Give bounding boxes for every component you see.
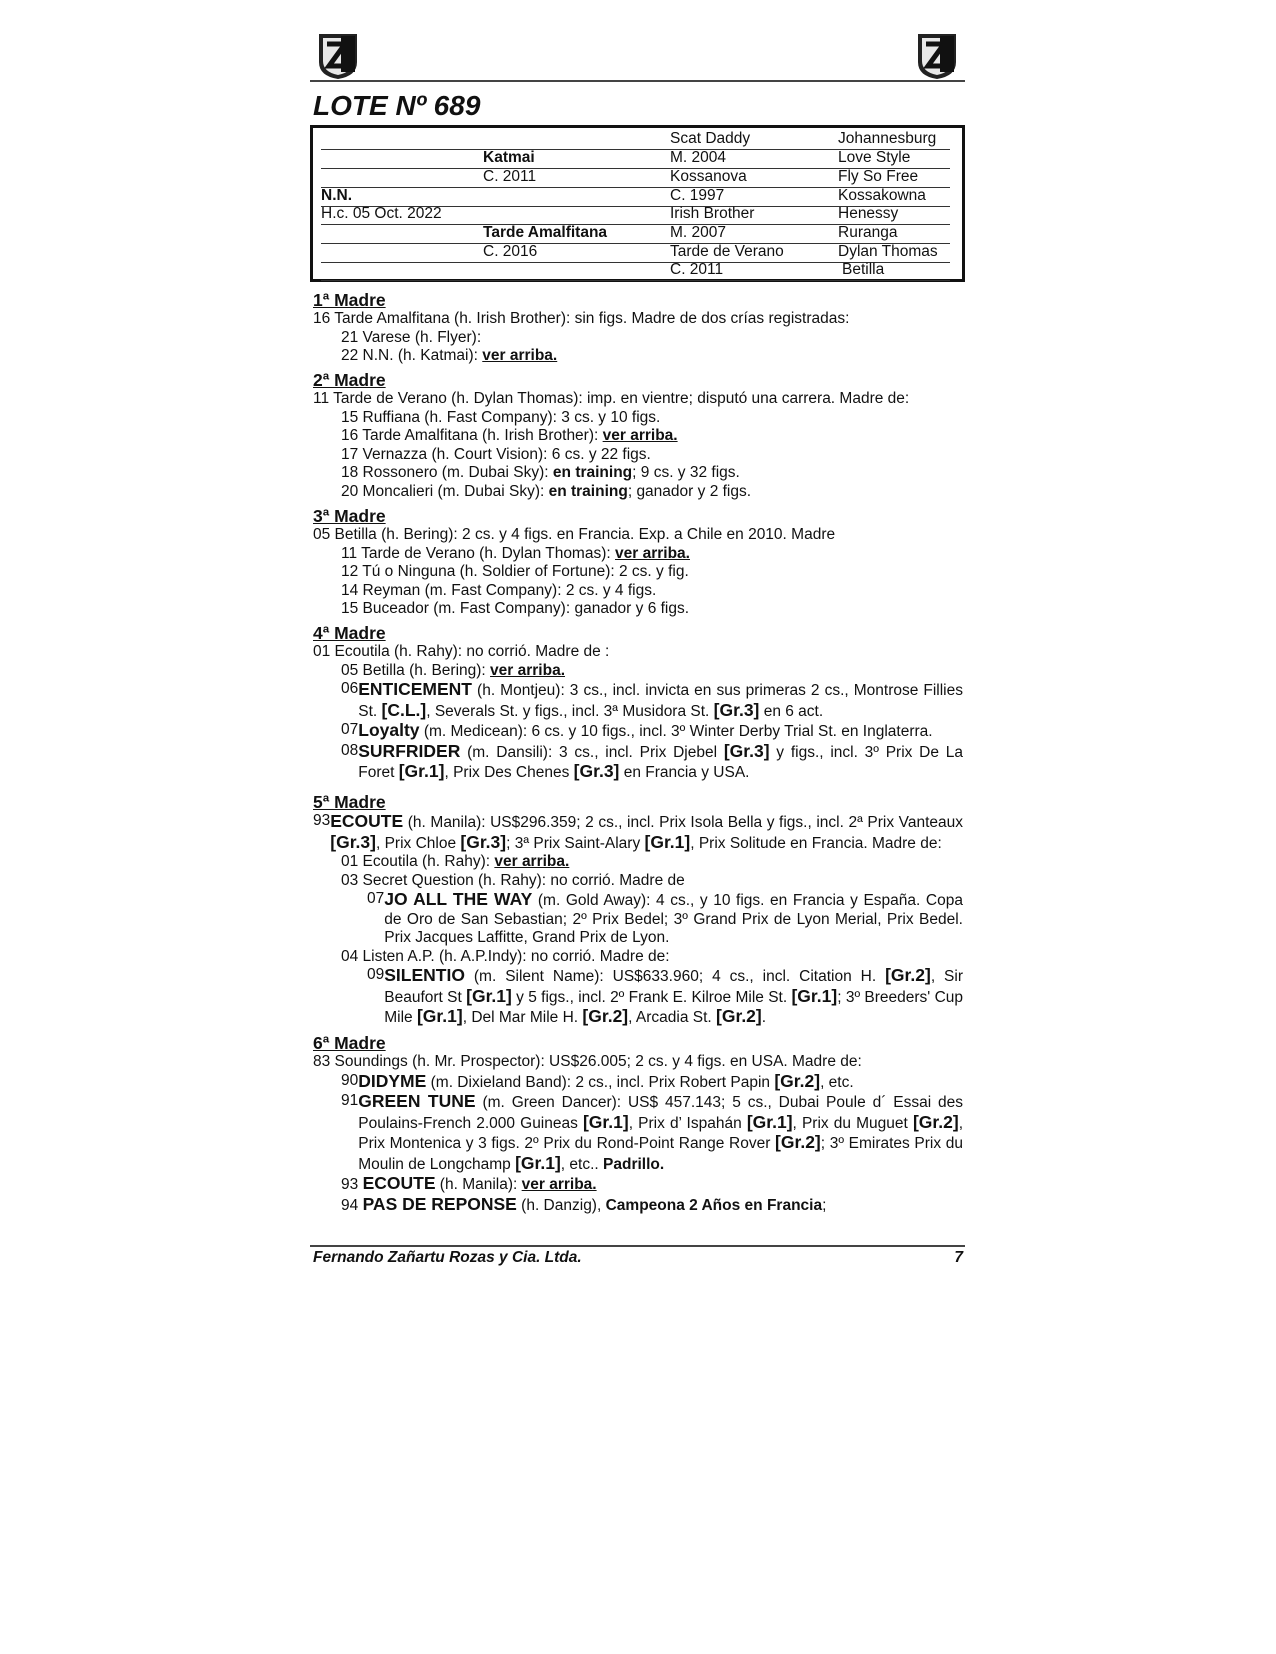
- offspring-entry: 91 GREEN TUNE (m. Green Dancer): US$ 457.143; 5 cs., Dubai Poule d´ Essai des Poulains-French 2.000 Guineas [Gr.1], Prix d’ Ispahán [Gr.1], Prix du Muguet [Gr.2], Prix Montenica y 3 figs. 2º Prix du Rond-Point Range Rover [Gr.2]; 3º Emirates Prix du Moulin de Longchamp [Gr.1], etc.. Padrillo.: [341, 1091, 964, 1173]
- pedigree-row: Katmai M. 2004 Love Style: [321, 149, 950, 169]
- footer: [313, 1249, 963, 1267]
- madre-4-section: 4ª Madre 01 Ecoutila (h. Rahy): no corrió. Madre de : 05 Betilla (h. Bering): ver arriba. 06 ENTICEMENT (h. Montjeu): 3 cs., incl. invicta en sus primeras 2 cs., Montrose Fillies St. [C.L.], Severals St. y figs., incl. 3ª Musidora St. [Gr.3] en 6 act. 07 Loyalty (m. Medicean): 6 cs. y 10 figs., incl. 3º Winter Derby Trial St. en Inglaterra. 08 SURFRIDER (m. Dansili): 3 cs., incl. Prix Djebel [Gr.3] y figs., incl. 3º Prix De La Foret [Gr.1], Prix Des Chenes [Gr.3] en Francia y USA.: [313, 623, 963, 781]
- ver-arriba-link[interactable]: ver arriba.: [494, 853, 570, 870]
- footer-company: Fernando Zañartu Rozas y Cia. Ltda.: [313, 1249, 582, 1266]
- madre-3-section: 3ª Madre 05 Betilla (h. Bering): 2 cs. y 4 figs. en Francia. Exp. a Chile en 2010. Madre 11 Tarde de Verano (h. Dylan Thomas): ver arriba. 12 Tú o Ninguna (h. Soldier of Fortune): 2 cs. y fig. 14 Reyman (m. Fast Company): 2 cs. y 4 figs. 15 Buceador (m. Fast Company): ganador y 6 figs.: [313, 506, 836, 617]
- section-title: 1ª Madre: [313, 290, 386, 310]
- zr-logo-icon: [315, 32, 361, 80]
- ver-arriba-link[interactable]: ver arriba.: [602, 427, 678, 444]
- zr-logo-icon: [914, 32, 960, 80]
- ver-arriba-link[interactable]: ver arriba.: [482, 347, 558, 364]
- header-divider: [310, 80, 965, 82]
- section-title: 2ª Madre: [313, 370, 386, 390]
- section-title: 4ª Madre: [313, 623, 386, 643]
- ver-arriba-link[interactable]: ver arriba.: [490, 661, 566, 679]
- section-title: 6ª Madre: [313, 1033, 386, 1053]
- section-title: 3ª Madre: [313, 506, 386, 526]
- offspring-entry: 93 ECOUTE (h. Manila): US$296.359; 2 cs., incl. Prix Isola Bella y figs., incl. 2ª Prix Vanteaux [Gr.3], Prix Chloe [Gr.3]; 3ª Prix Saint-Alary [Gr.1], Prix Solitude en Francia. Madre de:: [313, 811, 963, 852]
- pedigree-row: Tarde Amalfitana M. 2007 Ruranga: [321, 224, 950, 244]
- offspring-entry: 06 ENTICEMENT (h. Montjeu): 3 cs., incl. invicta en sus primeras 2 cs., Montrose Fillies St. [C.L.], Severals St. y figs., incl. 3ª Musidora St. [Gr.3] en 6 act.: [341, 679, 963, 720]
- madre-2-section: 2ª Madre 11 Tarde de Verano (h. Dylan Thomas): imp. en vientre; disputó una carrera. Madre de: 15 Ruffiana (h. Fast Company): 3 cs. y 10 figs. 16 Tarde Amalfitana (h. Irish Brother): ver arriba. 17 Vernazza (h. Court Vision): 6 cs. y 22 figs. 18 Rossonero (m. Dubai Sky): en training; 9 cs. y 32 figs. 20 Moncalieri (m. Dubai Sky): en training; ganador y 2 figs.: [313, 370, 910, 500]
- pedigree-row: C. 2016 Tarde de Verano Dylan Thomas: [321, 243, 950, 263]
- offspring-entry: 07 JO ALL THE WAY (m. Gold Away): 4 cs., y 10 figs. en Francia y España. Copa de Oro de San Sebastian; 2º Prix Bedel; 3º Grand Prix de Lyon Merial, Prix Bedel. Prix Jacques Laffitte, Grand Prix de Lyon.: [367, 889, 963, 946]
- madre-1-section: 1ª Madre 16 Tarde Amalfitana (h. Irish Brother): sin figs. Madre de dos crías registradas: 21 Varese (h. Flyer): 22 N.N. (h. Katmai): ver arriba.: [313, 290, 850, 364]
- section-title: 5ª Madre: [313, 792, 386, 812]
- ver-arriba-link[interactable]: ver arriba.: [521, 1176, 597, 1193]
- offspring-entry: 09 SILENTIO (m. Silent Name): US$633.960; 4 cs., incl. Citation H. [Gr.2], Sir Beaufort St [Gr.1] y 5 figs., incl. 2º Frank E. Kilroe Mile St. [Gr.1]; 3º Breeders' Cup Mile [Gr.1], Del Mar Mile H. [Gr.2], Arcadia St. [Gr.2].: [367, 965, 964, 1026]
- footer-divider: [310, 1245, 965, 1247]
- pedigree-row: N.N. C. 1997 Kossakowna: [321, 187, 950, 207]
- offspring-entry: 08 SURFRIDER (m. Dansili): 3 cs., incl. Prix Djebel [Gr.3] y figs., incl. 3º Prix De La Foret [Gr.1], Prix Des Chenes [Gr.3] en Francia y USA.: [341, 740, 963, 781]
- offspring-entry: 07 Loyalty (m. Medicean): 6 cs. y 10 figs., incl. 3º Winter Derby Trial St. en Inglaterra.: [341, 720, 933, 740]
- ver-arriba-link[interactable]: ver arriba.: [615, 544, 690, 562]
- pedigree-row: C. 2011 Betilla: [321, 261, 950, 281]
- offspring-entry: 90 DIDYME (m. Dixieland Band): 2 cs., incl. Prix Robert Papin [Gr.2], etc.: [341, 1070, 854, 1091]
- madre-6-section: 6ª Madre 83 Soundings (h. Mr. Prospector): US$26.005; 2 cs. y 4 figs. en USA. Madre de: 90 DIDYME (m. Dixieland Band): 2 cs., incl. Prix Robert Papin [Gr.2], etc. 91 GREEN TUNE (m. Green Dancer): US$ 457.143; 5 cs., Dubai Poule d´ Essai des Poulains-French 2.000 Guineas [Gr.1], Prix d’ Ispahán [Gr.1], Prix du Muguet [Gr.2], Prix Montenica y 3 figs. 2º Prix du Rond-Point Range Rover [Gr.2]; 3º Emirates Prix du Moulin de Longchamp [Gr.1], etc.. Padrillo. 93 ECOUTE (h. Manila): ver arriba. 94 PAS DE REPONSE (h. Danzig), Campeona 2 Años en Francia;: [313, 1033, 964, 1214]
- pedigree-row: C. 2011 Kossanova Fly So Free: [321, 168, 950, 188]
- pedigree-row: H.c. 05 Oct. 2022 Irish Brother Henessy: [321, 205, 950, 225]
- pedigree-table: [310, 125, 965, 282]
- page-number: 7: [954, 1249, 963, 1266]
- lote-title: LOTE Nº 689: [313, 90, 481, 121]
- madre-5-section: 5ª Madre 93 ECOUTE (h. Manila): US$296.359; 2 cs., incl. Prix Isola Bella y figs., incl. 2ª Prix Vanteaux [Gr.3], Prix Chloe [Gr.3]; 3ª Prix Saint-Alary [Gr.1], Prix Solitude en Francia. Madre de: 01 Ecoutila (h. Rahy): ver arriba. 03 Secret Question (h. Rahy): no corrió. Madre de 07 JO ALL THE WAY (m. Gold Away): 4 cs., y 10 figs. en Francia y España. Copa de Oro de San Sebastian; 2º Prix Bedel; 3º Grand Prix de Lyon Merial, Prix Bedel. Prix Jacques Laffitte, Grand Prix de Lyon. 04 Listen A.P. (h. A.P.Indy): no corrió. Madre de: 09 SILENTIO (m. Silent Name): US$633.960; 4 cs., incl. Citation H. [Gr.2], Sir Beaufort St [Gr.1] y 5 figs., incl. 2º Frank E. Kilroe Mile St. [Gr.1]; 3º Breeders' Cup Mile [Gr.1], Del Mar Mile H. [Gr.2], Arcadia St. [Gr.2].: [313, 792, 964, 1026]
- pedigree-row: Scat Daddy Johannesburg: [321, 130, 950, 150]
